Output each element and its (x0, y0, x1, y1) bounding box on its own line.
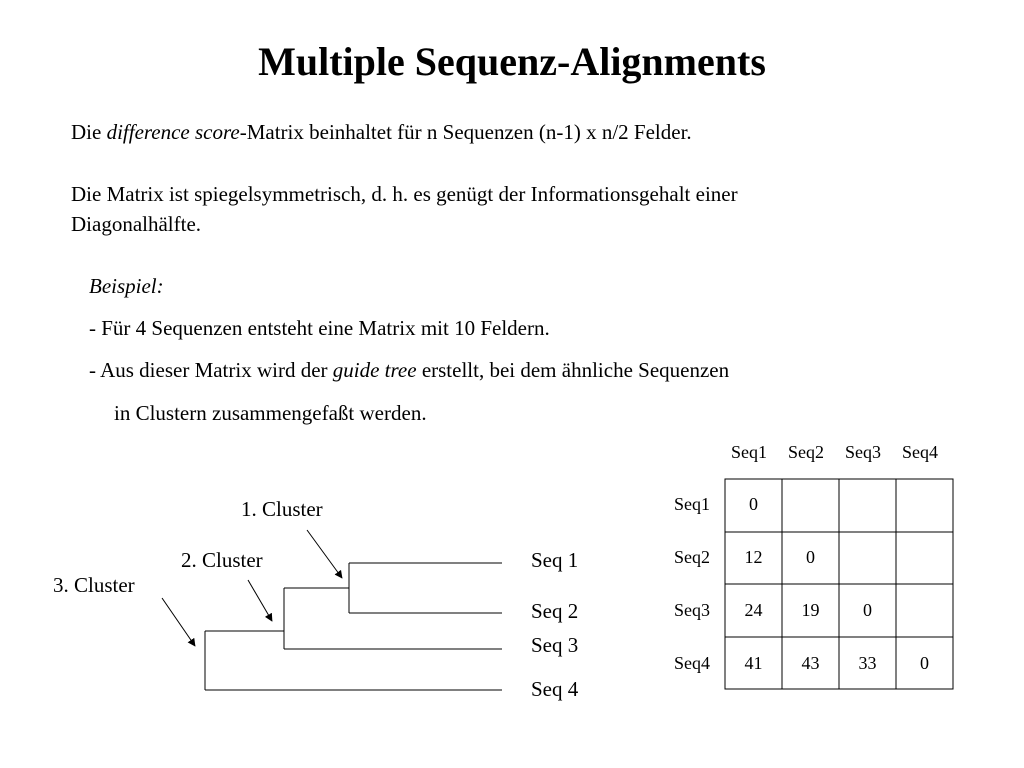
cluster-3-label: 3. Cluster (53, 573, 135, 597)
cluster-1-label: 1. Cluster (241, 497, 323, 521)
leaf-label-seq4: Seq 4 (531, 677, 579, 701)
matrix-cell: 43 (801, 653, 820, 673)
leaf-label-seq1: Seq 1 (531, 548, 579, 572)
para1-prefix: Die (71, 120, 107, 144)
example-item-1: - Für 4 Sequenzen entsteht eine Matrix mit 10 Feldern. (89, 316, 550, 340)
matrix-cell: 19 (801, 600, 820, 620)
matrix-col-header: Seq1 (731, 442, 767, 462)
matrix-cell: 33 (858, 653, 877, 673)
item2-emphasis: guide tree (332, 358, 417, 382)
matrix-cell: 0 (749, 494, 758, 514)
matrix-cell: 0 (806, 547, 815, 567)
leaf-label-seq3: Seq 3 (531, 633, 579, 657)
matrix-cell: 41 (744, 653, 763, 673)
slide-title: Multiple Sequenz-Alignments (258, 39, 766, 84)
matrix-cell: 12 (744, 547, 763, 567)
para1-emphasis: difference score (106, 120, 240, 144)
matrix-cell: 0 (920, 653, 929, 673)
example-item-2-line2: in Clustern zusammengefaßt werden. (114, 401, 427, 425)
matrix-col-header: Seq3 (845, 442, 881, 462)
matrix-row-header: Seq2 (674, 547, 710, 567)
para1-suffix: -Matrix beinhaltet für n Sequenzen (n-1) x n/2 Felder. (239, 120, 692, 144)
item2-prefix: - Aus dieser Matrix wird der (89, 358, 333, 382)
matrix-cell: 0 (863, 600, 872, 620)
paragraph-symmetry-line1: Die Matrix ist spiegelsymmetrisch, d. h. es genügt der Informationsgehalt einer (71, 182, 738, 206)
cluster-2-label: 2. Cluster (181, 548, 263, 572)
matrix-row-header: Seq4 (674, 653, 710, 673)
matrix-col-header: Seq4 (902, 442, 938, 462)
paragraph-symmetry-line2: Diagonalhälfte. (71, 212, 202, 236)
leaf-label-seq2: Seq 2 (531, 599, 579, 623)
matrix-row-header: Seq1 (674, 494, 710, 514)
matrix-col-header: Seq2 (788, 442, 824, 462)
matrix-cell: 24 (744, 600, 763, 620)
example-heading-text: Beispiel: (89, 274, 164, 298)
item2-suffix: erstellt, bei dem ähnliche Sequenzen (416, 358, 730, 382)
matrix-row-header: Seq3 (674, 600, 710, 620)
